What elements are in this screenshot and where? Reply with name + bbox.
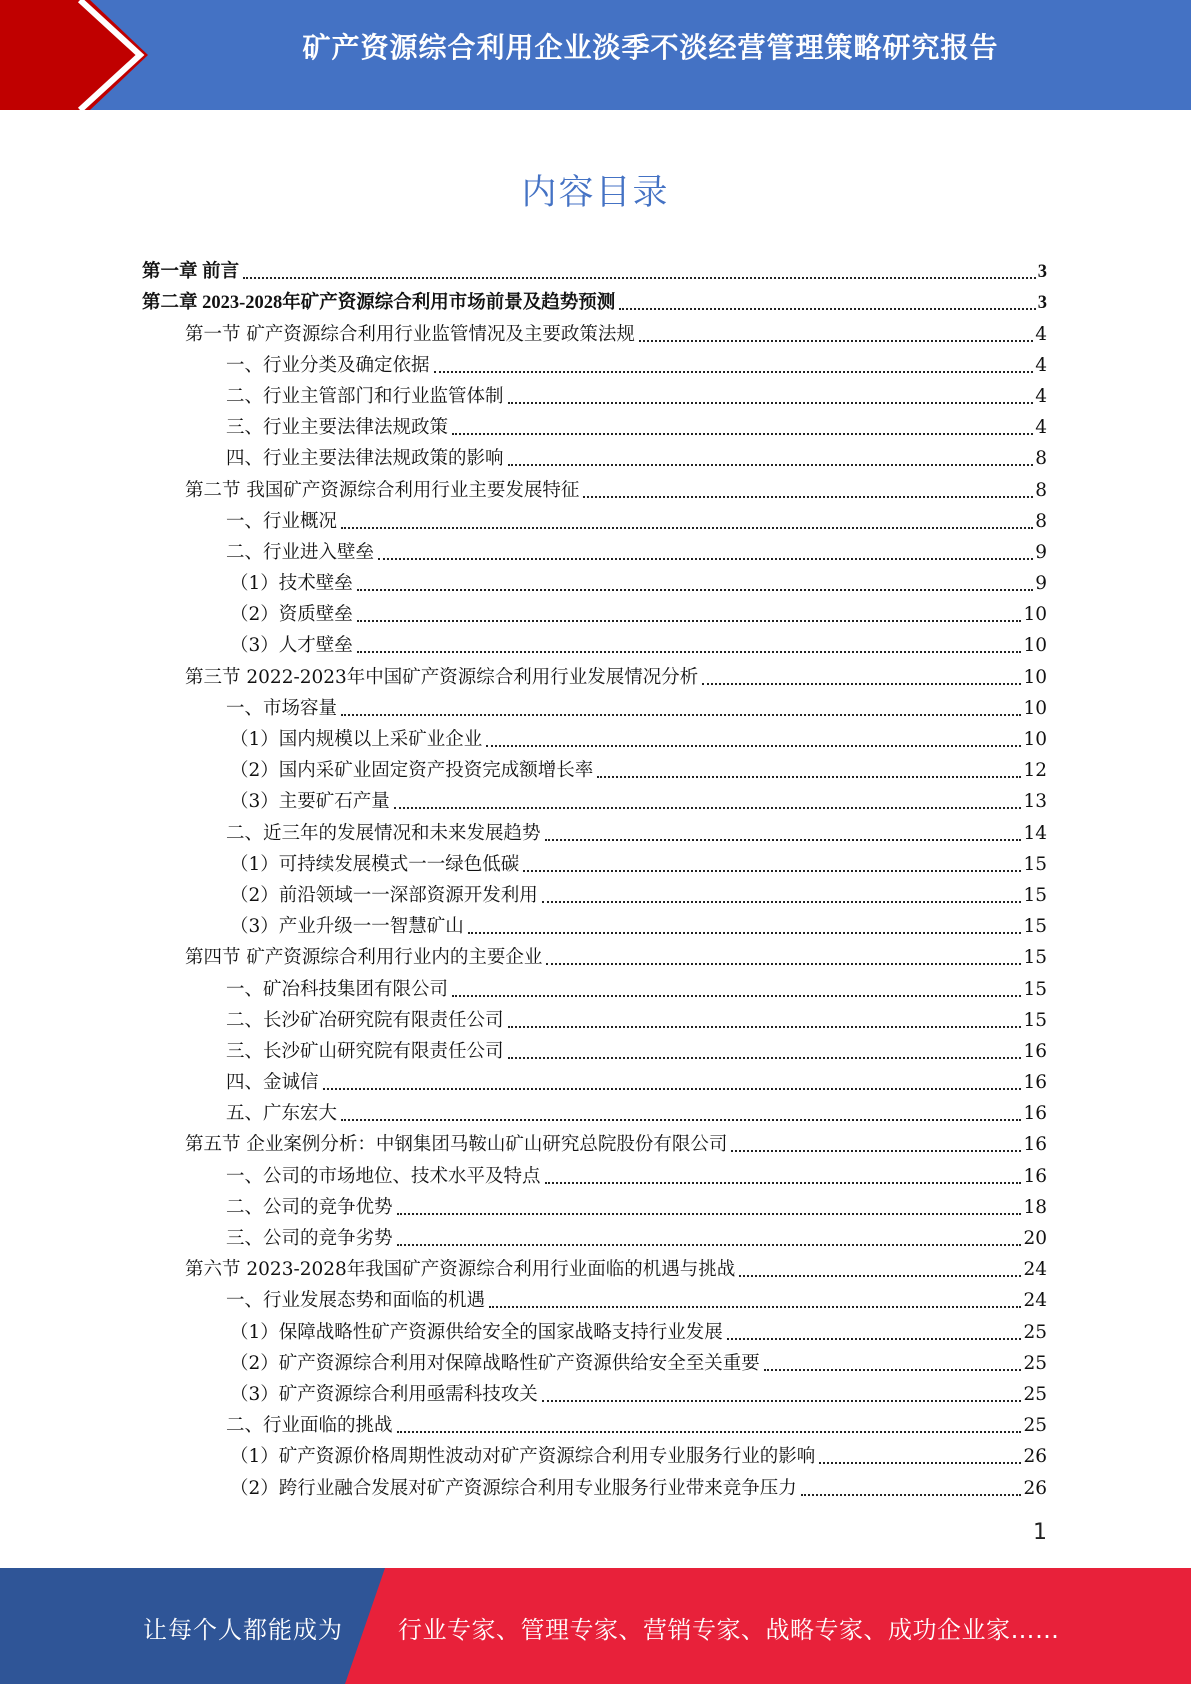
page-number: 1	[1033, 1520, 1047, 1545]
toc-entry[interactable]	[142, 1220, 1047, 1251]
toc-dot-leader	[545, 839, 1022, 841]
toc-entry-page: 25	[1023, 1352, 1047, 1374]
toc-entry[interactable]	[142, 1095, 1047, 1126]
toc-entry-label: 一、行业分类及确定依据	[226, 354, 430, 376]
toc-entry-page: 3	[1037, 262, 1047, 283]
toc-dot-leader	[702, 683, 1021, 685]
toc-entry[interactable]	[142, 877, 1047, 908]
toc-dot-leader	[508, 464, 1034, 466]
toc-entry[interactable]	[142, 814, 1047, 845]
toc-entry[interactable]	[142, 721, 1047, 752]
toc-entry-page: 16	[1023, 1040, 1047, 1062]
toc-entry[interactable]	[142, 1282, 1047, 1313]
toc-entry-page: 4	[1035, 354, 1047, 376]
toc-entry-label: 五、广东宏大	[226, 1103, 338, 1125]
toc-dot-leader	[597, 776, 1021, 778]
toc-entry[interactable]	[142, 1407, 1047, 1438]
toc-dot-leader	[468, 932, 1022, 934]
toc-dot-leader	[341, 714, 1021, 716]
toc-entry-label: （1）保障战略性矿产资源供给安全的国家战略支持行业发展	[230, 1321, 723, 1343]
toc-entry-label: （3）产业升级一一智慧矿山	[230, 916, 464, 938]
toc-entry-page: 24	[1023, 1259, 1047, 1281]
toc-entry-page: 26	[1023, 1446, 1047, 1468]
toc-dot-leader	[341, 1119, 1021, 1121]
toc-dot-leader	[801, 1494, 1022, 1496]
toc-entry-label: 第一节 矿产资源综合利用行业监管情况及主要政策法规	[185, 323, 635, 345]
toc-entry-label: 四、金诚信	[226, 1072, 319, 1094]
toc-entry-page: 14	[1023, 822, 1047, 844]
toc-entry-label: 一、矿冶科技集团有限公司	[226, 978, 449, 1000]
toc-entry[interactable]	[142, 1438, 1047, 1469]
toc-entry-page: 18	[1023, 1196, 1047, 1218]
toc-dot-leader	[397, 1244, 1022, 1246]
toc-entry[interactable]	[142, 1251, 1047, 1282]
toc-dot-leader	[397, 1213, 1022, 1215]
toc-entry-label: （1）可持续发展模式一一绿色低碳	[230, 853, 520, 875]
toc-dot-leader	[727, 1338, 1022, 1340]
toc-entry-label: 一、市场容量	[226, 697, 338, 719]
toc-entry-label: 第六节 2023-2028年我国矿产资源综合利用行业面临的机遇与挑战	[185, 1259, 736, 1281]
toc-entry-page: 25	[1023, 1415, 1047, 1437]
toc-dot-leader	[394, 807, 1022, 809]
toc-dot-leader	[523, 870, 1021, 872]
toc-entry-label: 第五节 企业案例分析：中钢集团马鞍山矿山研究总院股份有限公司	[185, 1134, 728, 1156]
toc-entry-label: 第二章 2023-2028年矿产资源综合利用市场前景及趋势预测	[142, 293, 616, 314]
toc-dot-leader	[619, 308, 1035, 310]
toc-entry[interactable]	[142, 846, 1047, 877]
toc-entry[interactable]	[142, 1469, 1047, 1500]
toc-entry-page: 16	[1023, 1134, 1047, 1156]
toc-dot-leader	[639, 340, 1033, 342]
toc-entry-page: 15	[1023, 978, 1047, 1000]
toc-entry-label: 三、行业主要法律法规政策	[226, 417, 449, 439]
toc-entry-page: 24	[1023, 1290, 1047, 1312]
toc-entry-label: 第二节 我国矿产资源综合利用行业主要发展特征	[185, 479, 580, 501]
toc-entry-page: 4	[1035, 385, 1047, 407]
toc-dot-leader	[452, 433, 1033, 435]
toc-entry-page: 4	[1035, 417, 1047, 439]
toc-entry-page: 13	[1023, 791, 1047, 813]
toc-dot-leader	[819, 1462, 1021, 1464]
toc-dot-leader	[357, 589, 1033, 591]
header-red-arrow	[0, 0, 148, 110]
toc-entry[interactable]	[142, 752, 1047, 783]
toc-entry-label: 二、行业进入壁垒	[226, 541, 375, 563]
toc-entry-label: 四、行业主要法律法规政策的影响	[226, 448, 504, 470]
toc-entry-page: 15	[1023, 916, 1047, 938]
footer-slogan-right: 行业专家、管理专家、营销专家、战略专家、成功企业家……	[398, 1616, 1060, 1644]
toc-entry-page: 8	[1035, 510, 1047, 532]
toc-dot-leader	[739, 1275, 1021, 1277]
page-header	[0, 0, 1191, 110]
toc-entry-page: 10	[1023, 666, 1047, 688]
toc-dot-leader	[434, 371, 1034, 373]
toc-dot-leader	[542, 901, 1022, 903]
toc-entry[interactable]	[142, 378, 1047, 409]
toc-entry-label: （3）人才壁垒	[230, 635, 353, 657]
toc-entry-label: （3）主要矿石产量	[230, 791, 390, 813]
toc-entry-page: 16	[1023, 1165, 1047, 1187]
toc-entry[interactable]	[142, 1157, 1047, 1188]
toc-entry[interactable]	[142, 1189, 1047, 1220]
toc-entry-page: 10	[1023, 697, 1047, 719]
toc-dot-leader	[731, 1150, 1021, 1152]
toc-entry-label: 二、近三年的发展情况和未来发展趋势	[226, 822, 541, 844]
toc-entry[interactable]	[142, 1002, 1047, 1033]
toc-entry[interactable]	[142, 347, 1047, 378]
toc-entry-label: 二、行业面临的挑战	[226, 1415, 393, 1437]
toc-entry-page: 15	[1023, 853, 1047, 875]
toc-entry-label: 第三节 2022-2023年中国矿产资源综合利用行业发展情况分析	[185, 666, 699, 688]
toc-entry[interactable]	[142, 1033, 1047, 1064]
toc-entry[interactable]	[142, 1064, 1047, 1095]
table-of-contents	[142, 253, 1047, 1501]
toc-entry-page: 15	[1023, 1009, 1047, 1031]
toc-entry-page: 16	[1023, 1103, 1047, 1125]
toc-entry-label: （2）矿产资源综合利用对保障战略性矿产资源供给安全至关重要	[230, 1352, 760, 1374]
toc-entry-label: 第一章 前言	[142, 262, 240, 283]
toc-entry[interactable]	[142, 1345, 1047, 1376]
toc-entry-label: 一、行业发展态势和面临的机遇	[226, 1290, 486, 1312]
toc-entry[interactable]	[142, 284, 1047, 315]
toc-entry-label: （2）资质壁垒	[230, 604, 353, 626]
toc-dot-leader	[357, 651, 1022, 653]
toc-entry-label: 一、公司的市场地位、技术水平及特点	[226, 1165, 541, 1187]
toc-entry-label: 三、公司的竞争劣势	[226, 1228, 393, 1249]
toc-dot-leader	[508, 402, 1034, 404]
toc-dot-leader	[764, 1369, 1022, 1371]
toc-entry[interactable]	[142, 783, 1047, 814]
toc-entry-page: 20	[1023, 1228, 1047, 1249]
toc-entry-label: 二、公司的竞争优势	[226, 1196, 393, 1218]
toc-entry-label: （2）跨行业融合发展对矿产资源综合利用专业服务行业带来竞争压力	[230, 1477, 797, 1499]
toc-entry-page: 25	[1023, 1321, 1047, 1343]
toc-entry-page: 4	[1035, 323, 1047, 345]
toc-entry-page: 10	[1023, 729, 1047, 750]
toc-dot-leader	[508, 1057, 1022, 1059]
toc-entry[interactable]	[142, 970, 1047, 1001]
toc-entry[interactable]	[142, 503, 1047, 534]
toc-entry-label: 二、行业主管部门和行业监管体制	[226, 385, 504, 407]
toc-dot-leader	[378, 558, 1033, 560]
toc-dot-leader	[508, 1026, 1022, 1028]
toc-heading: 内容目录	[521, 173, 670, 213]
toc-entry-label: 第四节 矿产资源综合利用行业内的主要企业	[185, 947, 543, 969]
toc-dot-leader	[546, 963, 1021, 965]
toc-dot-leader	[357, 620, 1022, 622]
toc-entry-label: （1）矿产资源价格周期性波动对矿产资源综合利用专业服务行业的影响	[230, 1446, 816, 1468]
toc-entry-page: 9	[1035, 573, 1047, 595]
report-title: 矿产资源综合利用企业淡季不淡经营管理策略研究报告	[302, 31, 999, 64]
toc-entry[interactable]	[142, 409, 1047, 440]
toc-entry[interactable]	[142, 1376, 1047, 1407]
toc-entry-label: （1）国内规模以上采矿业企业	[230, 729, 483, 750]
toc-entry-page: 8	[1035, 448, 1047, 470]
toc-entry[interactable]	[142, 939, 1047, 970]
toc-entry-page: 12	[1023, 760, 1047, 782]
toc-entry-page: 10	[1023, 604, 1047, 626]
toc-entry[interactable]	[142, 690, 1047, 721]
toc-entry[interactable]	[142, 565, 1047, 596]
toc-entry[interactable]	[142, 253, 1047, 284]
toc-dot-leader	[542, 1400, 1022, 1402]
toc-entry-page: 15	[1023, 947, 1047, 969]
toc-dot-leader	[583, 496, 1033, 498]
toc-entry[interactable]	[142, 1313, 1047, 1344]
toc-entry-label: （2）前沿领域一一深部资源开发利用	[230, 884, 538, 906]
page-footer	[0, 1568, 1191, 1684]
toc-entry[interactable]	[142, 596, 1047, 627]
footer-slogan-left: 让每个人都能成为	[143, 1616, 343, 1644]
toc-entry[interactable]	[142, 471, 1047, 502]
toc-dot-leader	[397, 1431, 1022, 1433]
toc-dot-leader	[545, 1182, 1022, 1184]
toc-entry-page: 10	[1023, 635, 1047, 657]
toc-entry-page: 16	[1023, 1072, 1047, 1094]
toc-entry-label: 一、行业概况	[226, 510, 338, 532]
toc-dot-leader	[452, 995, 1021, 997]
toc-entry-label: 三、长沙矿山研究院有限责任公司	[226, 1040, 504, 1062]
toc-entry-label: 二、长沙矿冶研究院有限责任公司	[226, 1009, 504, 1031]
toc-entry-label: （1）技术壁垒	[230, 573, 353, 595]
toc-entry-label: （3）矿产资源综合利用亟需科技攻关	[230, 1383, 538, 1405]
toc-entry[interactable]	[142, 315, 1047, 346]
toc-dot-leader	[323, 1088, 1022, 1090]
toc-dot-leader	[489, 1306, 1021, 1308]
toc-entry[interactable]	[142, 1126, 1047, 1157]
toc-entry-page: 25	[1023, 1383, 1047, 1405]
toc-dot-leader	[243, 277, 1036, 279]
toc-entry-label: （2）国内采矿业固定资产投资完成额增长率	[230, 760, 594, 782]
toc-entry[interactable]	[142, 534, 1047, 565]
toc-entry[interactable]	[142, 908, 1047, 939]
toc-entry-page: 15	[1023, 884, 1047, 906]
toc-dot-leader	[486, 745, 1021, 747]
toc-entry-page: 26	[1023, 1477, 1047, 1499]
toc-entry[interactable]	[142, 627, 1047, 658]
toc-entry-page: 3	[1037, 293, 1047, 314]
toc-dot-leader	[341, 527, 1033, 529]
toc-entry[interactable]	[142, 440, 1047, 471]
toc-entry[interactable]	[142, 658, 1047, 689]
toc-entry-page: 9	[1035, 541, 1047, 563]
toc-entry-page: 8	[1035, 479, 1047, 501]
